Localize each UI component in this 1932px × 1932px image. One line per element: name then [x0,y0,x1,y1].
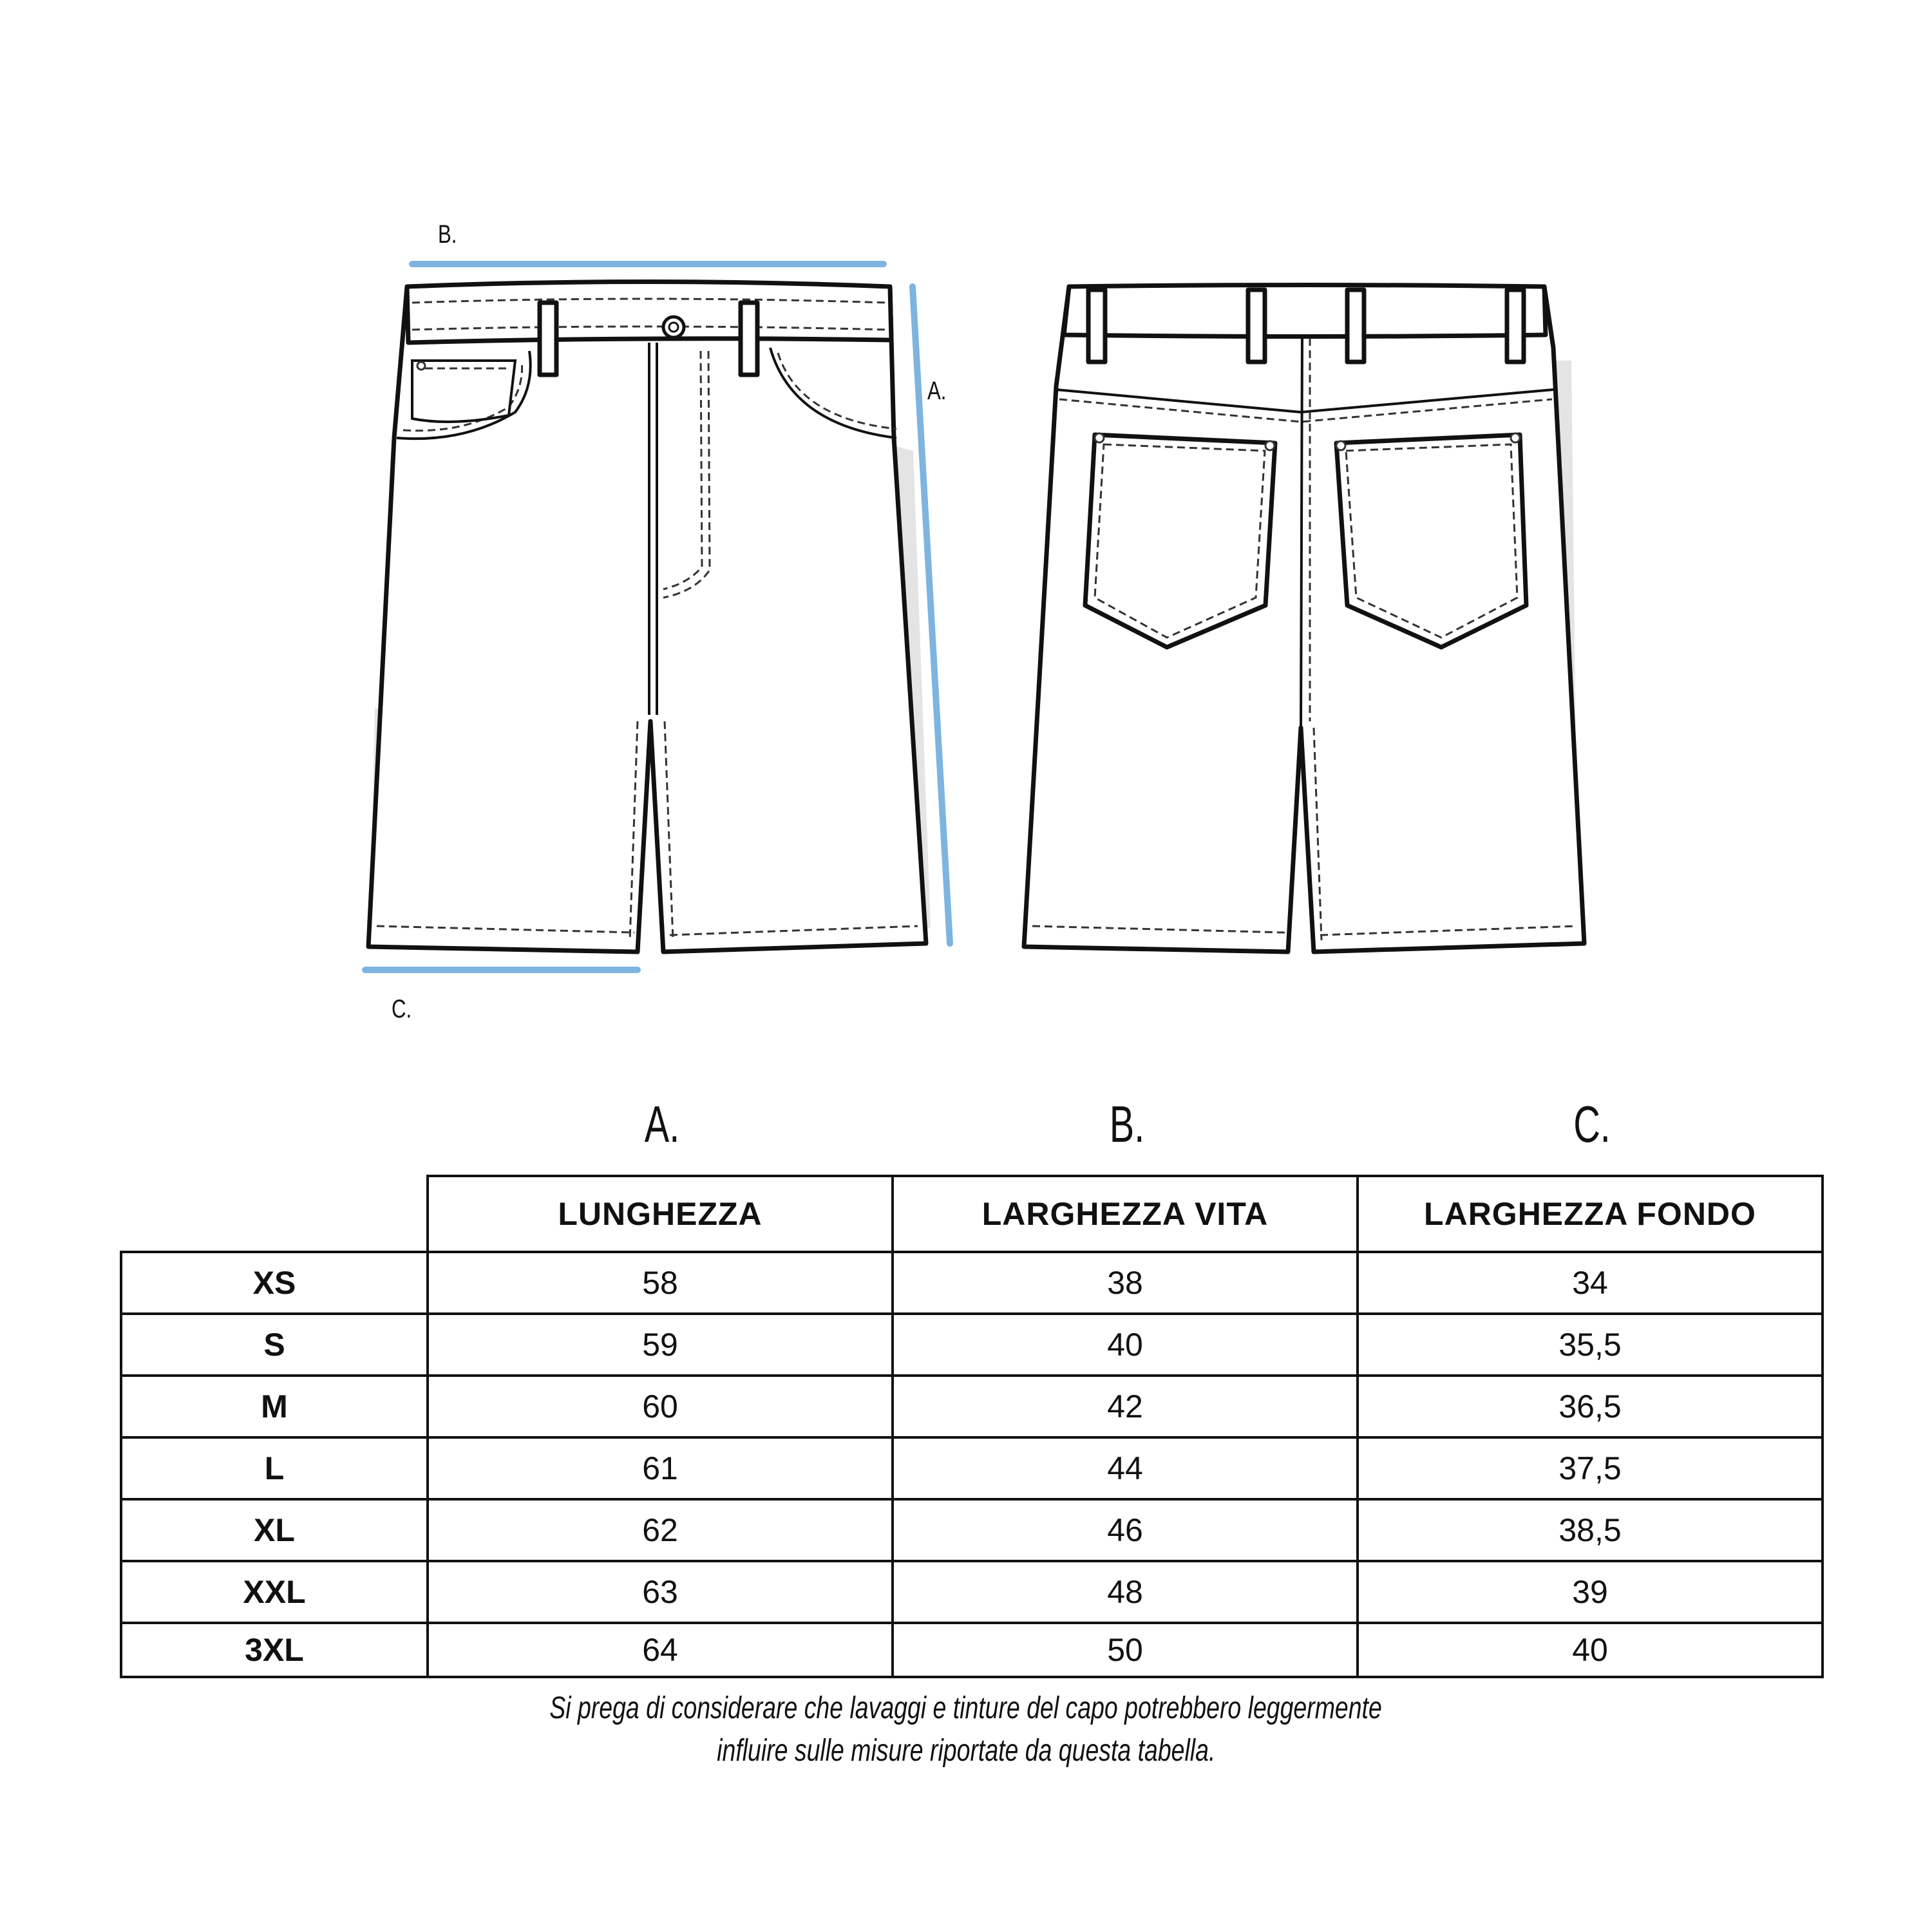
footnote-line-1: Si prega di considerare che lavaggi e tinture del capo potrebbero leggermente [549,1691,1383,1725]
value-lunghezza: 62 [428,1499,893,1561]
value-larghezza-fondo: 35,5 [1358,1314,1823,1376]
column-letter-c: C. [1573,1095,1611,1153]
value-lunghezza: 59 [428,1314,893,1376]
header-lunghezza: LUNGHEZZA [428,1176,893,1252]
table-row [121,1376,1823,1437]
measure-label-c: C. [392,995,412,1023]
value-larghezza-vita: 44 [893,1437,1358,1499]
table-row [121,1561,1823,1623]
size-label: 3XL [121,1623,428,1677]
size-label: M [121,1376,428,1437]
value-larghezza-vita: 48 [893,1561,1358,1623]
size-label: L [121,1437,428,1499]
value-lunghezza: 60 [428,1376,893,1437]
value-larghezza-fondo: 36,5 [1358,1376,1823,1437]
table-corner-cell [121,1176,428,1252]
value-lunghezza: 61 [428,1437,893,1499]
column-letter-b: B. [1109,1095,1145,1153]
size-table [120,1175,1824,1678]
table-row [121,1314,1823,1376]
value-larghezza-fondo: 38,5 [1358,1499,1823,1561]
measure-label-b: B. [438,220,457,249]
value-larghezza-fondo: 37,5 [1358,1437,1823,1499]
value-lunghezza: 63 [428,1561,893,1623]
column-letter-a: A. [644,1095,680,1153]
size-label: S [121,1314,428,1376]
size-label: XXL [121,1561,428,1623]
value-larghezza-vita: 42 [893,1376,1358,1437]
table-header-row [121,1176,1823,1252]
table-row [121,1623,1823,1677]
value-lunghezza: 58 [428,1252,893,1314]
value-larghezza-fondo: 40 [1358,1623,1823,1677]
footnote-line-2: influire sulle misure riportate da questa tabella. [716,1734,1216,1768]
value-larghezza-vita: 50 [893,1623,1358,1677]
value-larghezza-fondo: 34 [1358,1252,1823,1314]
table-row [121,1252,1823,1314]
table-row [121,1437,1823,1499]
footnote [0,1687,1932,1772]
value-lunghezza: 64 [428,1623,893,1677]
size-label: XS [121,1252,428,1314]
size-label: XL [121,1499,428,1561]
value-larghezza-vita: 38 [893,1252,1358,1314]
value-larghezza-vita: 46 [893,1499,1358,1561]
header-larghezza-vita: LARGHEZZA VITA [893,1176,1358,1252]
shorts-front-view [368,282,931,952]
shorts-back-view [1024,285,1584,952]
measure-label-a: A. [927,377,947,405]
header-larghezza-fondo: LARGHEZZA FONDO [1358,1176,1823,1252]
value-larghezza-vita: 40 [893,1314,1358,1376]
value-larghezza-fondo: 39 [1358,1561,1823,1623]
table-row [121,1499,1823,1561]
